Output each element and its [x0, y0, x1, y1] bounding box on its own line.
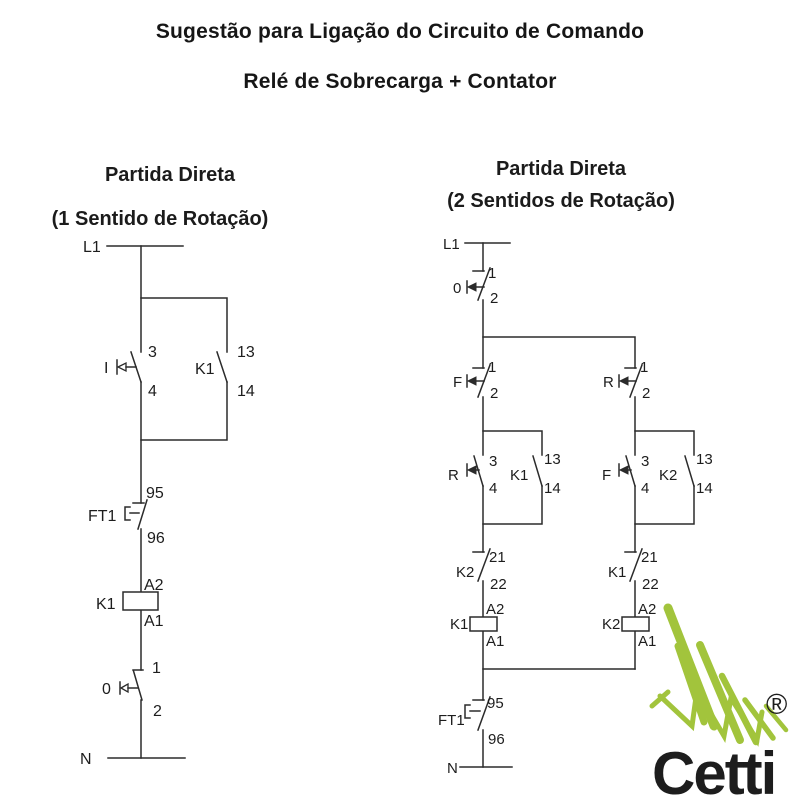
- terminal-label: 96: [147, 530, 165, 547]
- brand-name: Cetti: [652, 740, 776, 800]
- overload-contact-ft1: [125, 500, 147, 529]
- pushbutton-arrow-icon: [468, 283, 476, 291]
- device-label: 0: [102, 681, 111, 698]
- pushbutton-arrow-icon: [118, 363, 126, 371]
- terminal-label: 22: [490, 576, 507, 593]
- reverse-nc-contact: [619, 365, 642, 397]
- seal-branch-top-k2: [635, 431, 694, 455]
- device-label: K1: [608, 564, 627, 581]
- registered-trademark-icon: ®: [766, 689, 788, 721]
- page-subtitle: Relé de Sobrecarga + Contator: [243, 70, 557, 93]
- reverse-no-contact: [467, 456, 483, 486]
- terminal-label: A2: [144, 577, 164, 594]
- terminal-label: 14: [544, 480, 561, 497]
- terminal-label: A2: [486, 601, 505, 618]
- terminal-label: 3: [489, 453, 498, 470]
- device-label: K1: [450, 616, 469, 633]
- terminal-label: A2: [638, 601, 657, 618]
- neutral-label: N: [447, 760, 458, 777]
- stop-button-contact: [467, 268, 490, 300]
- stop-button-contact: [120, 670, 143, 700]
- pushbutton-arrow-icon: [468, 377, 476, 385]
- terminal-label: 95: [487, 695, 504, 712]
- seal-branch-top-k1: [483, 431, 542, 455]
- terminal-label: 95: [146, 485, 164, 502]
- terminal-label: 13: [544, 451, 561, 468]
- terminal-label: 13: [237, 344, 255, 361]
- pushbutton-arrow-icon: [121, 684, 128, 692]
- terminal-label: 14: [696, 480, 713, 497]
- left-diagram-subtitle: (1 Sentido de Rotação): [51, 208, 269, 230]
- device-label: R: [448, 467, 459, 484]
- terminal-label: 2: [490, 385, 499, 402]
- device-label: K2: [659, 467, 678, 484]
- terminal-label: 4: [641, 480, 650, 497]
- device-label: K1: [195, 361, 215, 378]
- left-wires: [107, 246, 227, 758]
- no-contact-blade: [685, 456, 694, 486]
- scribble-stroke: [660, 690, 762, 740]
- neutral-label: N: [80, 751, 92, 768]
- start-button-contact: [117, 352, 141, 382]
- nc-contact-blade: [138, 500, 147, 529]
- device-label: R: [603, 374, 614, 391]
- nc-contact-blade: [134, 671, 143, 700]
- device-label: I: [104, 360, 109, 377]
- terminal-label: 4: [148, 383, 157, 400]
- terminal-label: A1: [638, 633, 657, 650]
- interlock-contact-k1: [625, 549, 642, 581]
- terminal-label: 96: [488, 731, 505, 748]
- forward-no-contact: [619, 456, 635, 486]
- device-label: K2: [456, 564, 475, 581]
- terminal-label: A1: [486, 633, 505, 650]
- no-contact-blade: [217, 352, 227, 382]
- device-label: K1: [96, 596, 116, 613]
- forward-nc-contact: [467, 365, 490, 397]
- coil-box: [470, 617, 497, 631]
- coil-k1: [470, 617, 497, 631]
- terminal-label: 4: [489, 480, 498, 497]
- terminal-label: 2: [642, 385, 651, 402]
- cetti-logo: [630, 595, 800, 800]
- terminal-label: 1: [640, 359, 649, 376]
- terminal-label: 1: [488, 359, 497, 376]
- terminal-label: 13: [696, 451, 713, 468]
- device-label: F: [453, 374, 463, 391]
- terminal-label: 22: [642, 576, 659, 593]
- device-label: F: [602, 467, 612, 484]
- phase-label: L1: [83, 239, 101, 256]
- right-diagram-title: Partida Direta: [495, 158, 627, 180]
- pushbutton-arrow-icon: [620, 466, 628, 474]
- left-diagram-title: Partida Direta: [104, 164, 236, 186]
- device-label: FT1: [438, 712, 465, 729]
- terminal-label: 21: [489, 549, 506, 566]
- right-diagram-subtitle: (2 Sentidos de Rotação): [447, 190, 675, 212]
- left-labels: [80, 239, 255, 768]
- pushbutton-arrow-icon: [620, 377, 628, 385]
- coil-box: [123, 592, 158, 610]
- interlock-contact-k2: [473, 549, 490, 581]
- no-contact-blade: [533, 456, 542, 486]
- device-label: FT1: [88, 508, 117, 525]
- split-rail: [483, 337, 635, 368]
- terminal-label: 1: [488, 265, 497, 282]
- page-title: Sugestão para Ligação do Circuito de Comando: [155, 20, 645, 43]
- terminal-label: 21: [641, 549, 658, 566]
- terminal-label: 2: [490, 290, 499, 307]
- seal-contact-k1: [533, 456, 542, 486]
- terminal-label: A1: [144, 613, 164, 630]
- terminal-label: 1: [152, 660, 161, 677]
- terminal-label: 2: [153, 703, 162, 720]
- pushbutton-arrow-icon: [468, 466, 476, 474]
- terminal-label: 14: [237, 383, 255, 400]
- seal-contact-k2: [685, 456, 694, 486]
- coil-k1: [123, 592, 158, 610]
- phase-label: L1: [443, 236, 460, 253]
- left-circuit-diagram: [0, 230, 360, 790]
- device-label: 0: [453, 280, 462, 297]
- seal-contact-k1: [217, 352, 227, 382]
- device-label: K2: [602, 616, 621, 633]
- logo-scribble-icon: [652, 608, 786, 742]
- terminal-label: 3: [148, 344, 157, 361]
- device-label: K1: [510, 467, 529, 484]
- terminal-label: 3: [641, 453, 650, 470]
